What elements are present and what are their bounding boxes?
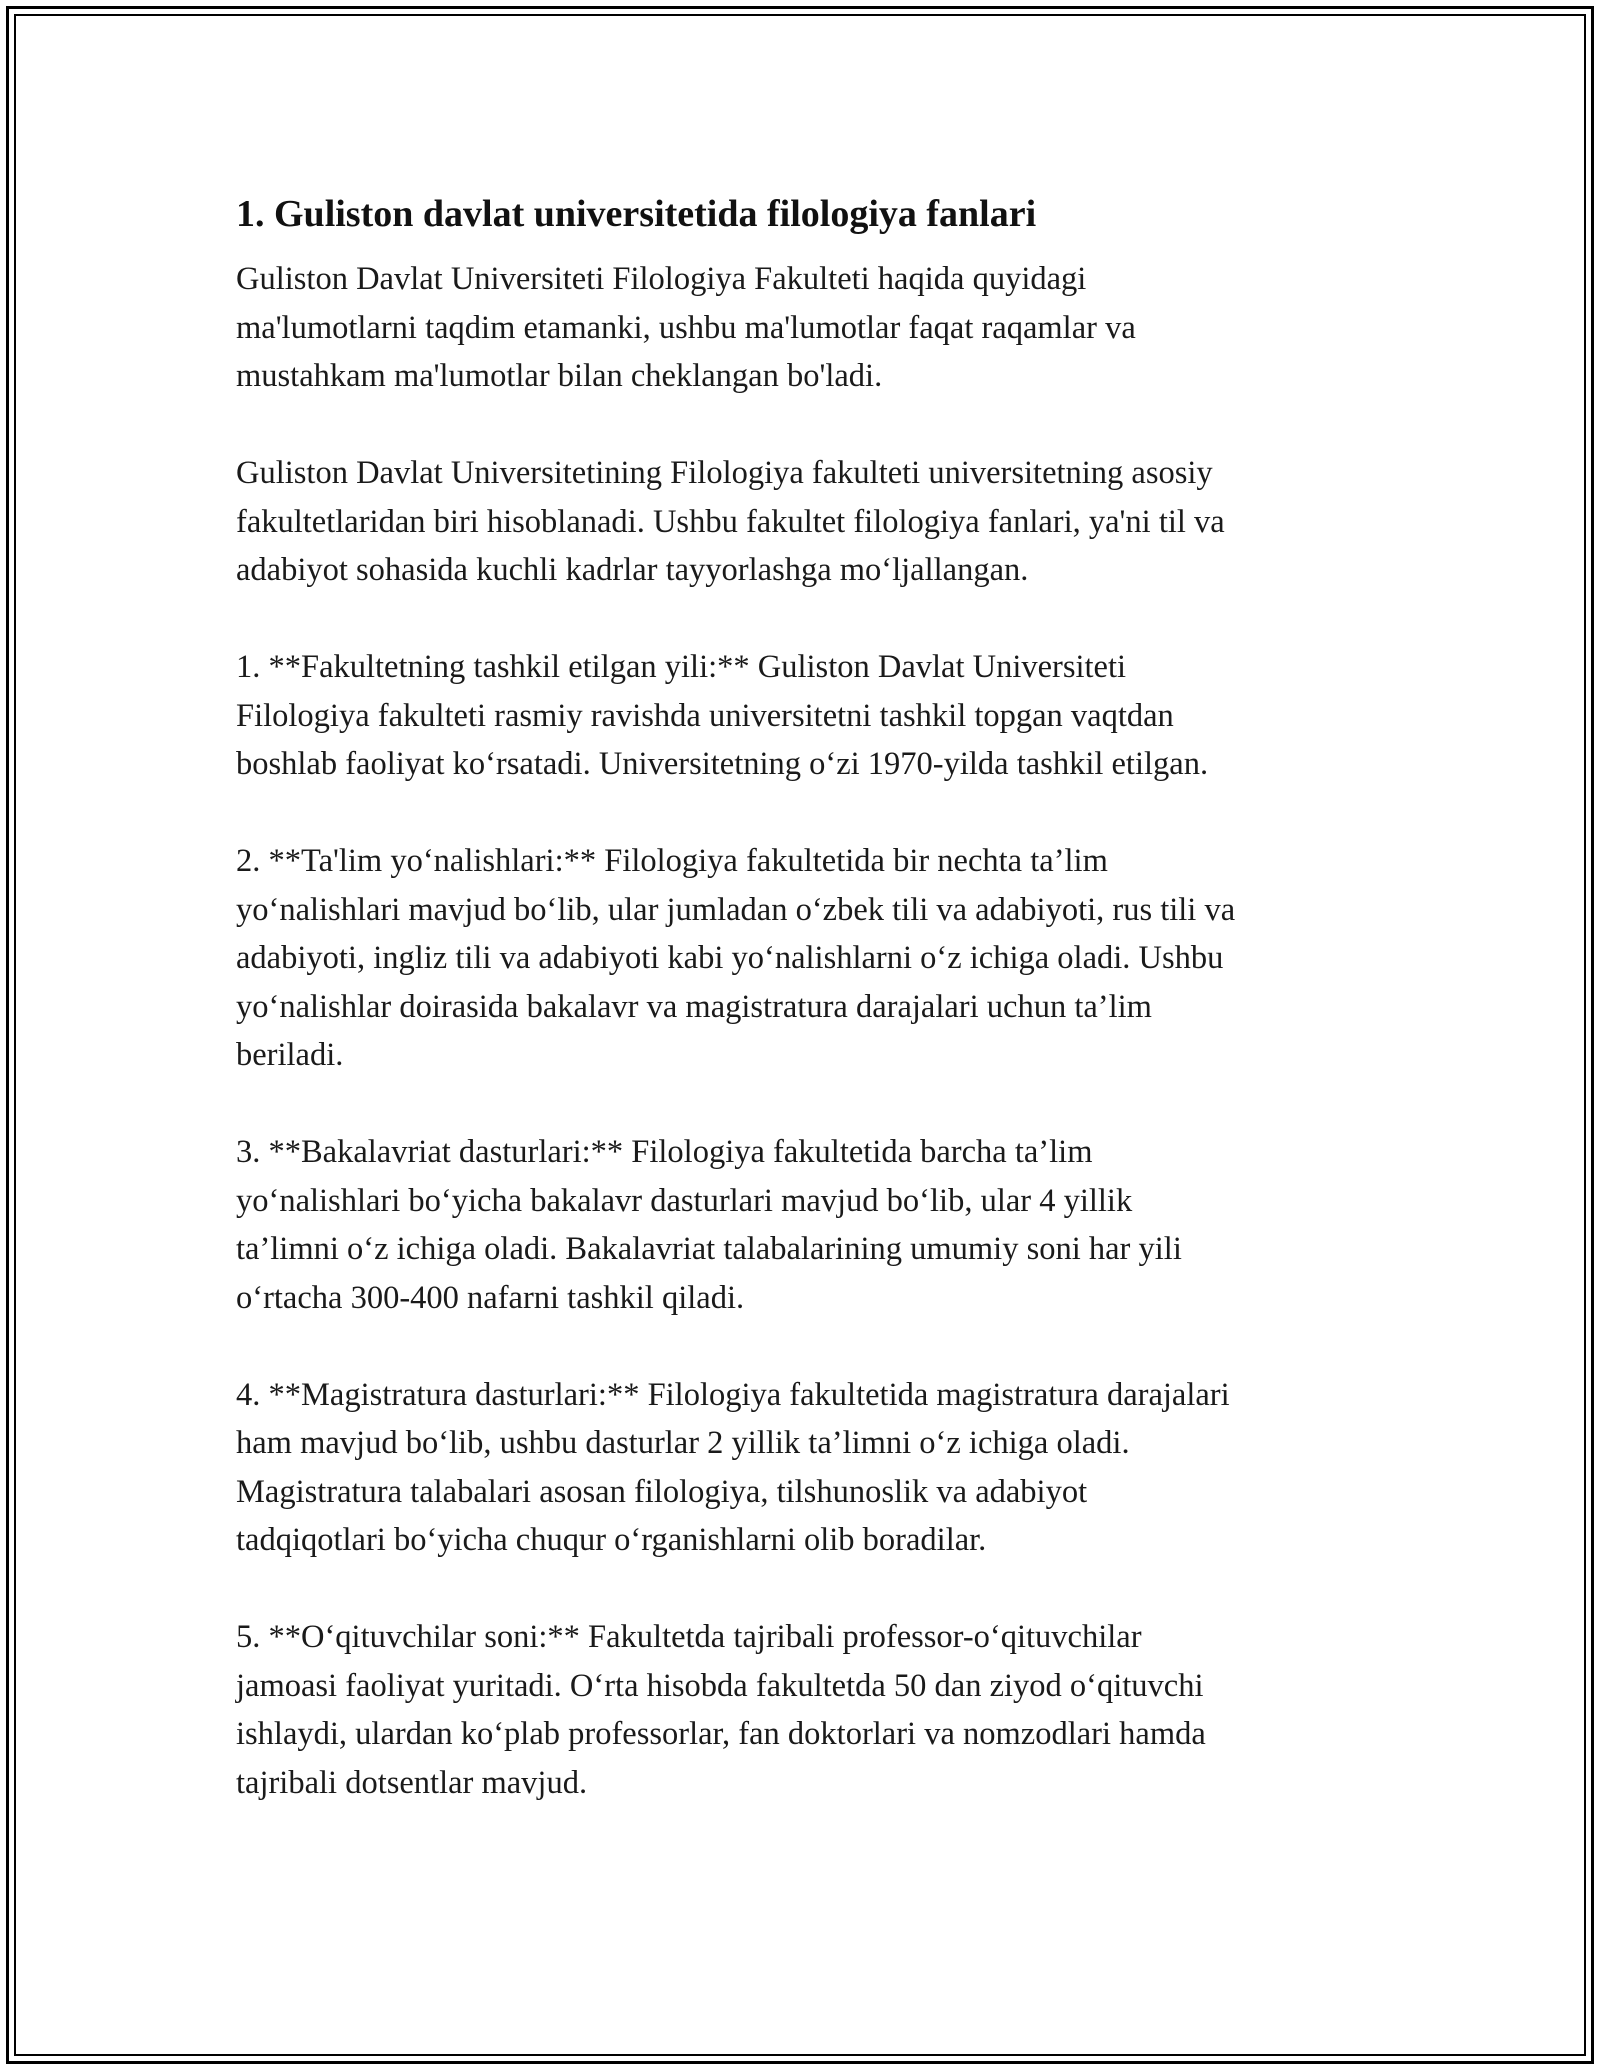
faculty-overview-paragraph: Guliston Davlat Universitetining Filologiya fakulteti universitetning asosiy fakultetlaridan biri hisoblanadi. Ushbu fakultet filologiya fanlari, ya'ni til va adabiyot sohasida kuchli kadrlar tayyorlashga mo‘ljallangan. [236,455,1225,588]
document-page [236,189,1386,1856]
list-item-education-directions: 2. **Ta'lim yo‘nalishlari:** Filologiya fakultetida bir nechta ta’lim yo‘nalishlari mavjud bo‘lib, ular jumladan o‘zbek tili va adabiyoti, rus tili va adabiyoti, ingliz tili va adabiyoti kabi yo‘nalishlarni o‘z ichiga oladi. Ushbu yo‘nalishlar doirasida bakalavr va magistratura darajalari uchun ta’lim beriladi. [236,843,1236,1073]
list-item-bachelor-programs: 3. **Bakalavriat dasturlari:** Filologiya fakultetida barcha ta’lim yo‘nalishlari bo‘yicha bakalavr dasturlari mavjud bo‘lib, ular 4 yillik ta’limni o‘z ichiga oladi. Bakalavriat talabalarining umumiy soni har yili o‘rtacha 300-400 nafarni tashkil qiladi. [236,1134,1182,1316]
document-title: 1. Guliston davlat universitetida filologiya fanlari [236,193,1037,235]
intro-paragraph: Guliston Davlat Universiteti Filologiya Fakulteti haqida quyidagi ma'lumotlarni taqdim etamanki, ushbu ma'lumotlar faqat raqamlar va mustahkam ma'lumotlar bilan cheklangan bo'ladi. [236,261,1136,394]
list-item-founding-year: 1. **Fakultetning tashkil etilgan yili:** Guliston Davlat Universiteti Filologiya fakulteti rasmiy ravishda universitetni tashkil topgan vaqtdan boshlab faoliyat ko‘rsatadi. Universitetning o‘zi 1970-yilda tashkil etilgan. [236,649,1209,782]
list-item-teacher-count: 5. **O‘qituvchilar soni:** Fakultetda tajribali professor-o‘qituvchilar jamoasi faoliyat yuritadi. O‘rta hisobda fakultetda 50 dan ziyod o‘qituvchi ishlaydi, ulardan ko‘plab professorlar, fan doktorlari va nomzodlari hamda tajribali dotsentlar mavjud. [236,1619,1206,1801]
list-item-master-programs: 4. **Magistratura dasturlari:** Filologiya fakultetida magistratura darajalari ham mavjud bo‘lib, ushbu dasturlar 2 yillik ta’limni o‘z ichiga oladi. Magistratura talabalari asosan filologiya, tilshunoslik va adabiyot tadqiqotlari bo‘yicha chuqur o‘rganishlarni olib boradilar. [236,1376,1230,1558]
